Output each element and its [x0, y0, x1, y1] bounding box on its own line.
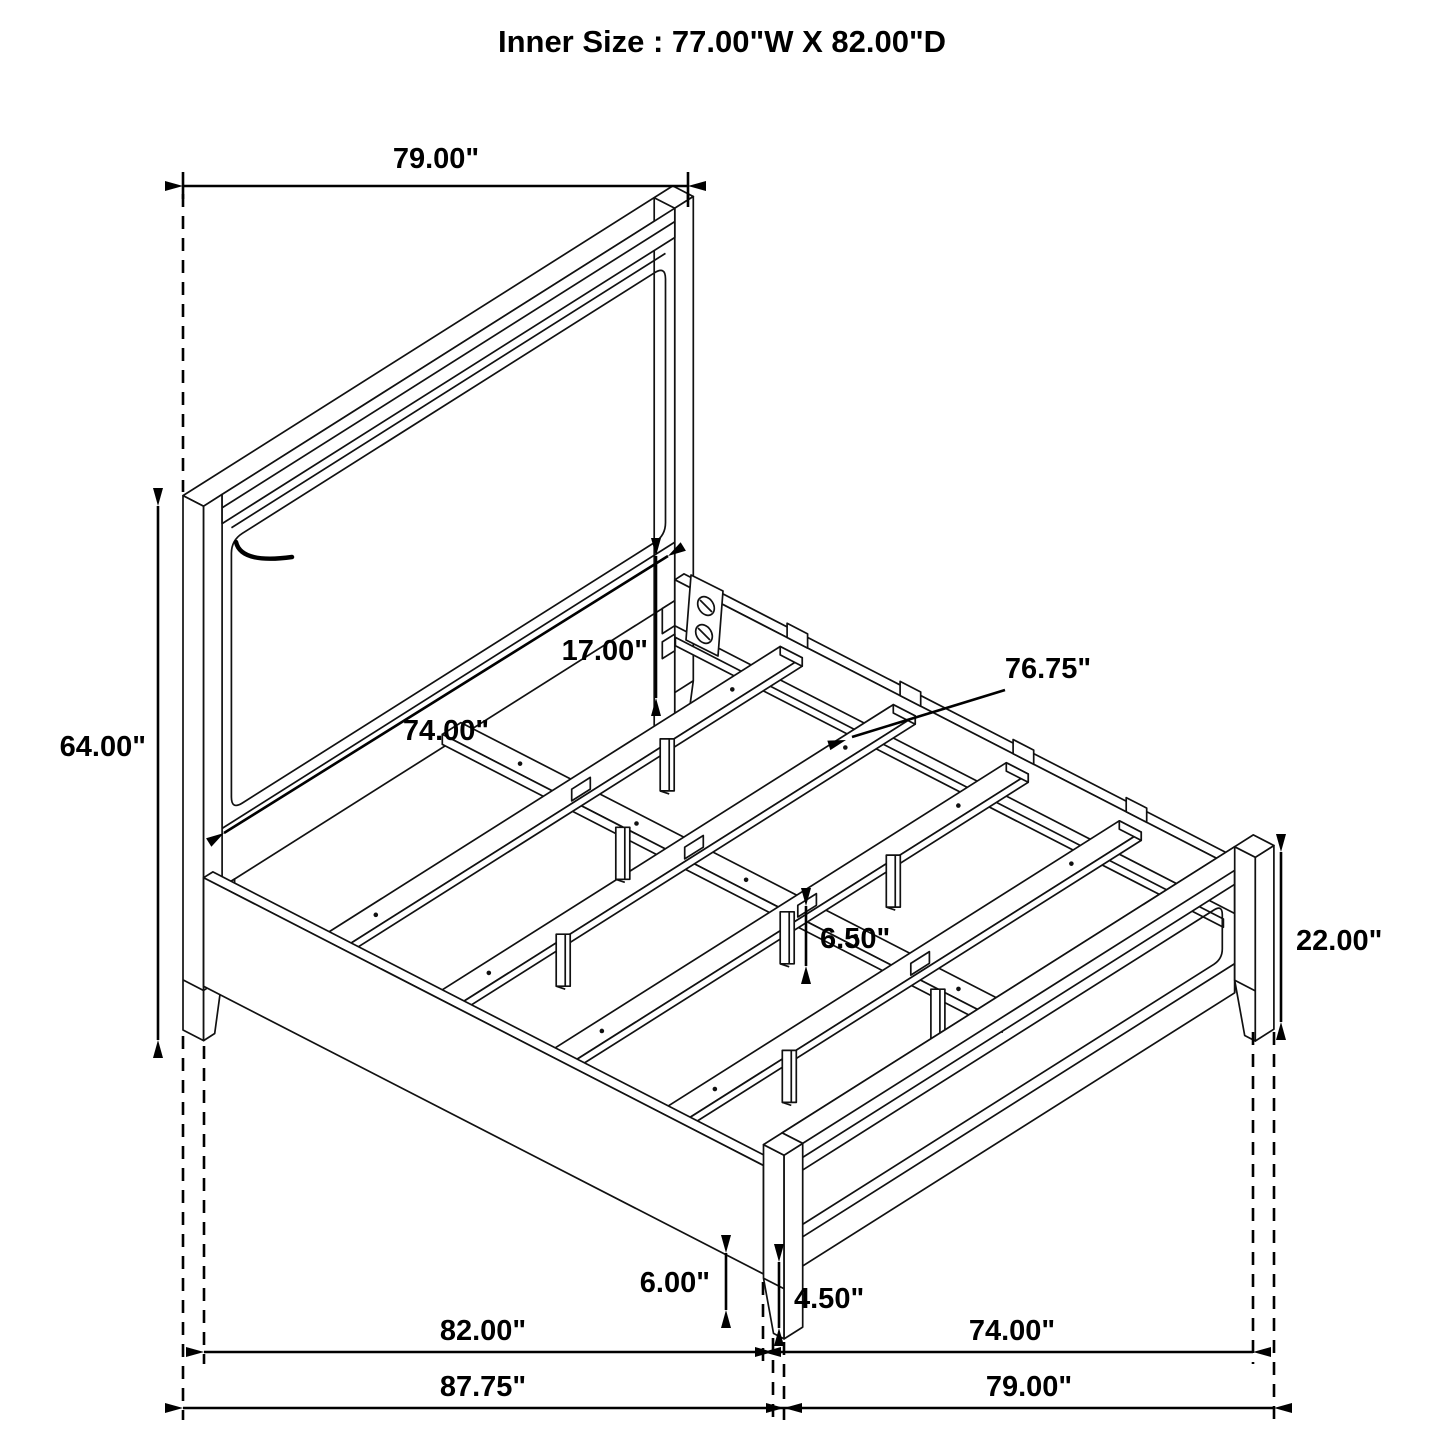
dim-label-footboard-height: 22.00" [1296, 925, 1383, 957]
dim-label-headboard-panel-width: 74.00" [402, 715, 490, 747]
dim-label-slat-leg-height: 6.50" [820, 923, 891, 955]
dim-label-inner-depth: 82.00" [439, 1315, 527, 1347]
dim-label-rail-clearance: 6.00" [639, 1267, 710, 1299]
dim-label-footboard-inner-width: 74.00" [968, 1315, 1056, 1347]
dim-label-headboard-height: 64.00" [59, 731, 146, 763]
dim-label-overall-depth: 87.75" [439, 1371, 527, 1403]
diagram-title: Inner Size : 77.00"W X 82.00"D [497, 24, 947, 59]
dim-label-panel-to-rail: 17.00" [561, 635, 648, 667]
bed-frame-drawing [183, 186, 1274, 1339]
dim-label-headboard-width: 79.00" [392, 143, 480, 175]
dim-label-footboard-clearance: 4.50" [794, 1283, 865, 1315]
dim-label-slat-length: 76.75" [1004, 653, 1092, 685]
dim-label-footboard-width: 79.00" [985, 1371, 1073, 1403]
